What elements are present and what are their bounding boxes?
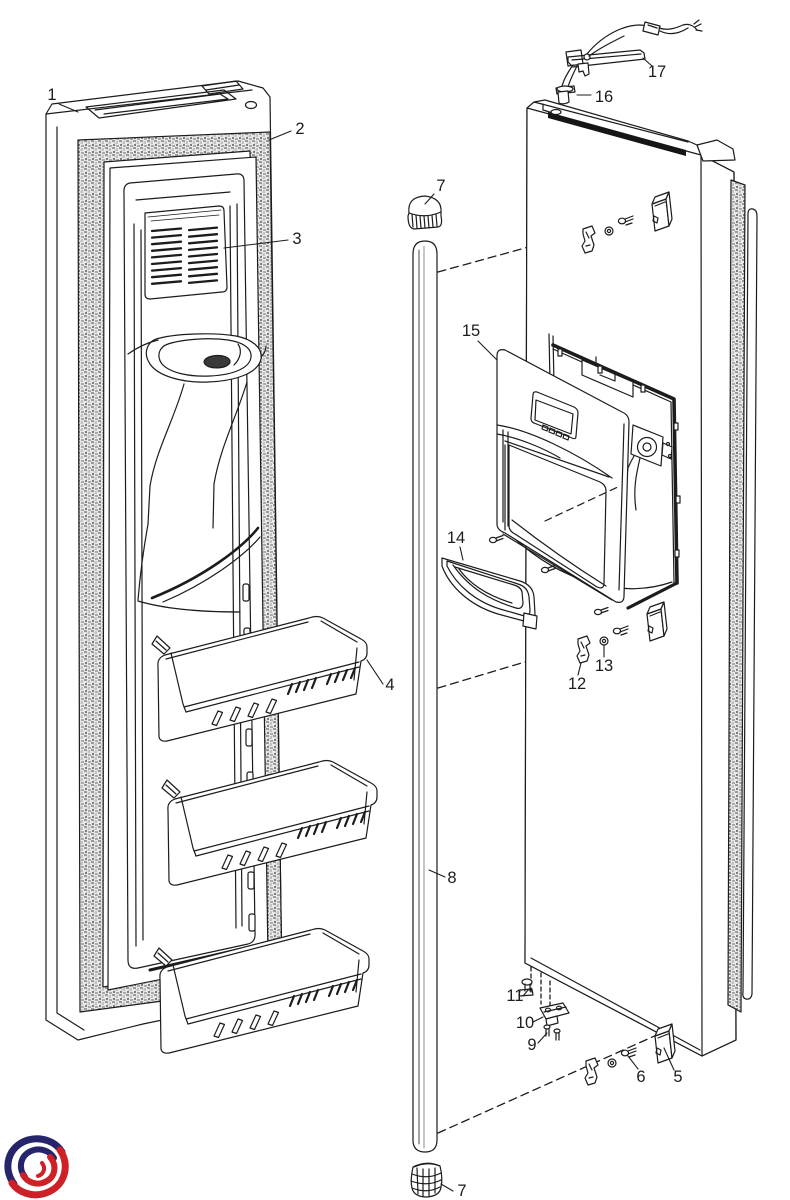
callout-14: 14	[446, 529, 466, 547]
callout-17: 17	[647, 63, 667, 81]
callout-7-bottom: 7	[457, 1182, 467, 1200]
handle-cap-bottom	[411, 1163, 442, 1197]
harness-hole	[551, 110, 561, 115]
callout-11: 11	[506, 987, 524, 1005]
callout-10: 10	[515, 1014, 535, 1032]
callout-5: 5	[673, 1068, 683, 1086]
callout-7-top: 7	[436, 177, 446, 195]
callout-13: 13	[594, 657, 614, 675]
callout-3: 3	[292, 230, 302, 248]
callout-16: 16	[594, 88, 614, 106]
callout-15: 15	[461, 322, 481, 340]
vent-grille	[145, 206, 227, 299]
door-handle-assembly	[408, 196, 442, 1197]
callout-1: 1	[47, 86, 57, 104]
callout-12: 12	[567, 675, 587, 693]
handle-bar	[413, 241, 437, 1152]
handle-cap-top	[408, 196, 442, 229]
callout-2: 2	[295, 120, 305, 138]
callout-6: 6	[636, 1068, 646, 1086]
callout-8: 8	[447, 869, 457, 887]
callout-4: 4	[385, 676, 395, 694]
callout-9: 9	[527, 1036, 537, 1054]
